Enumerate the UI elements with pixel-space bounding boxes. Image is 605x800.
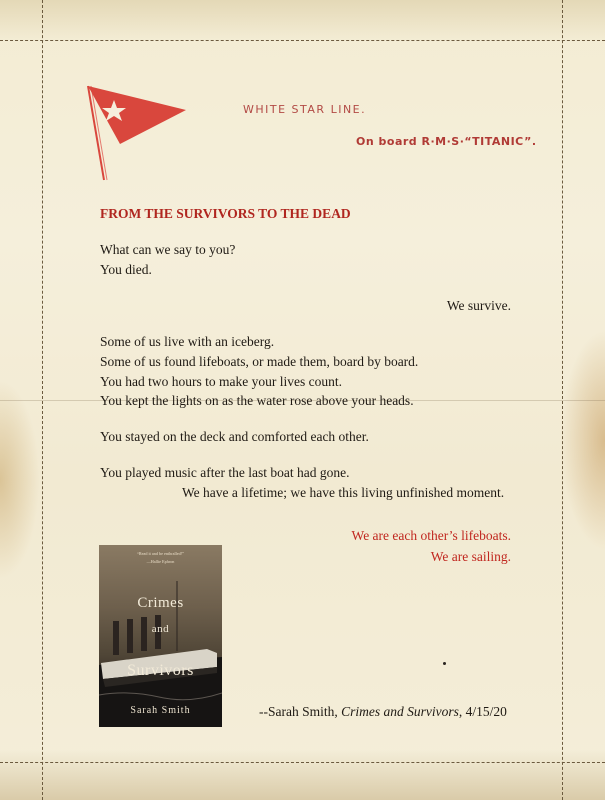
poem-line: What can we say to you?: [100, 242, 236, 257]
poem-line: You died.: [100, 262, 152, 277]
cover-title: Crimes: [137, 595, 184, 611]
signature-book: Crimes and Survivors: [341, 704, 459, 719]
ship-illustration: [99, 545, 222, 727]
company-name: WHITE STAR LINE.: [243, 103, 367, 116]
poem-line: Some of us live with an iceberg.: [100, 334, 275, 349]
poem-line: You had two hours to make your lives count.: [100, 374, 342, 389]
poem-line: You stayed on the deck and comforted each other.: [100, 429, 369, 444]
poem-title: FROM THE SURVIVORS TO THE DEAD: [100, 206, 351, 221]
paper-stain: [560, 330, 605, 550]
signature-date: , 4/15/20: [458, 704, 507, 719]
poem-line-red: We are each other’s lifeboats.: [351, 528, 511, 543]
cover-quote: “Read it and be enthralled!”: [137, 551, 184, 556]
cover-title: Survivors: [127, 662, 194, 679]
cover-author: Sarah Smith: [130, 705, 191, 716]
paper-stain: [0, 0, 605, 40]
poem-line: You played music after the last boat had gone.: [100, 465, 350, 480]
fold-line-top: [0, 40, 605, 41]
cover-title: and: [151, 623, 170, 635]
signature-prefix: --Sarah Smith,: [259, 704, 342, 719]
onboard-line: On board R·M·S·“TITANIC”.: [356, 135, 537, 148]
cover-quote-attr: —Hallie Ephron: [146, 559, 175, 564]
poem-line: We have a lifetime; we have this living unfinished moment.: [182, 485, 505, 500]
poem-line: Some of us found lifeboats, or made them, board by board.: [100, 354, 419, 369]
paper-stain: [0, 750, 605, 800]
poem-line: We survive.: [446, 298, 511, 313]
white-star-flag-icon: [78, 80, 198, 190]
poem-line: You kept the lights on as the water rose above your heads.: [100, 393, 414, 408]
paper-stain: [0, 380, 40, 580]
book-cover: [99, 545, 222, 727]
ink-dot: [443, 662, 446, 665]
poem-line-red: We are sailing.: [430, 549, 511, 564]
fold-line-bottom: [0, 762, 605, 763]
signature: [259, 704, 507, 720]
